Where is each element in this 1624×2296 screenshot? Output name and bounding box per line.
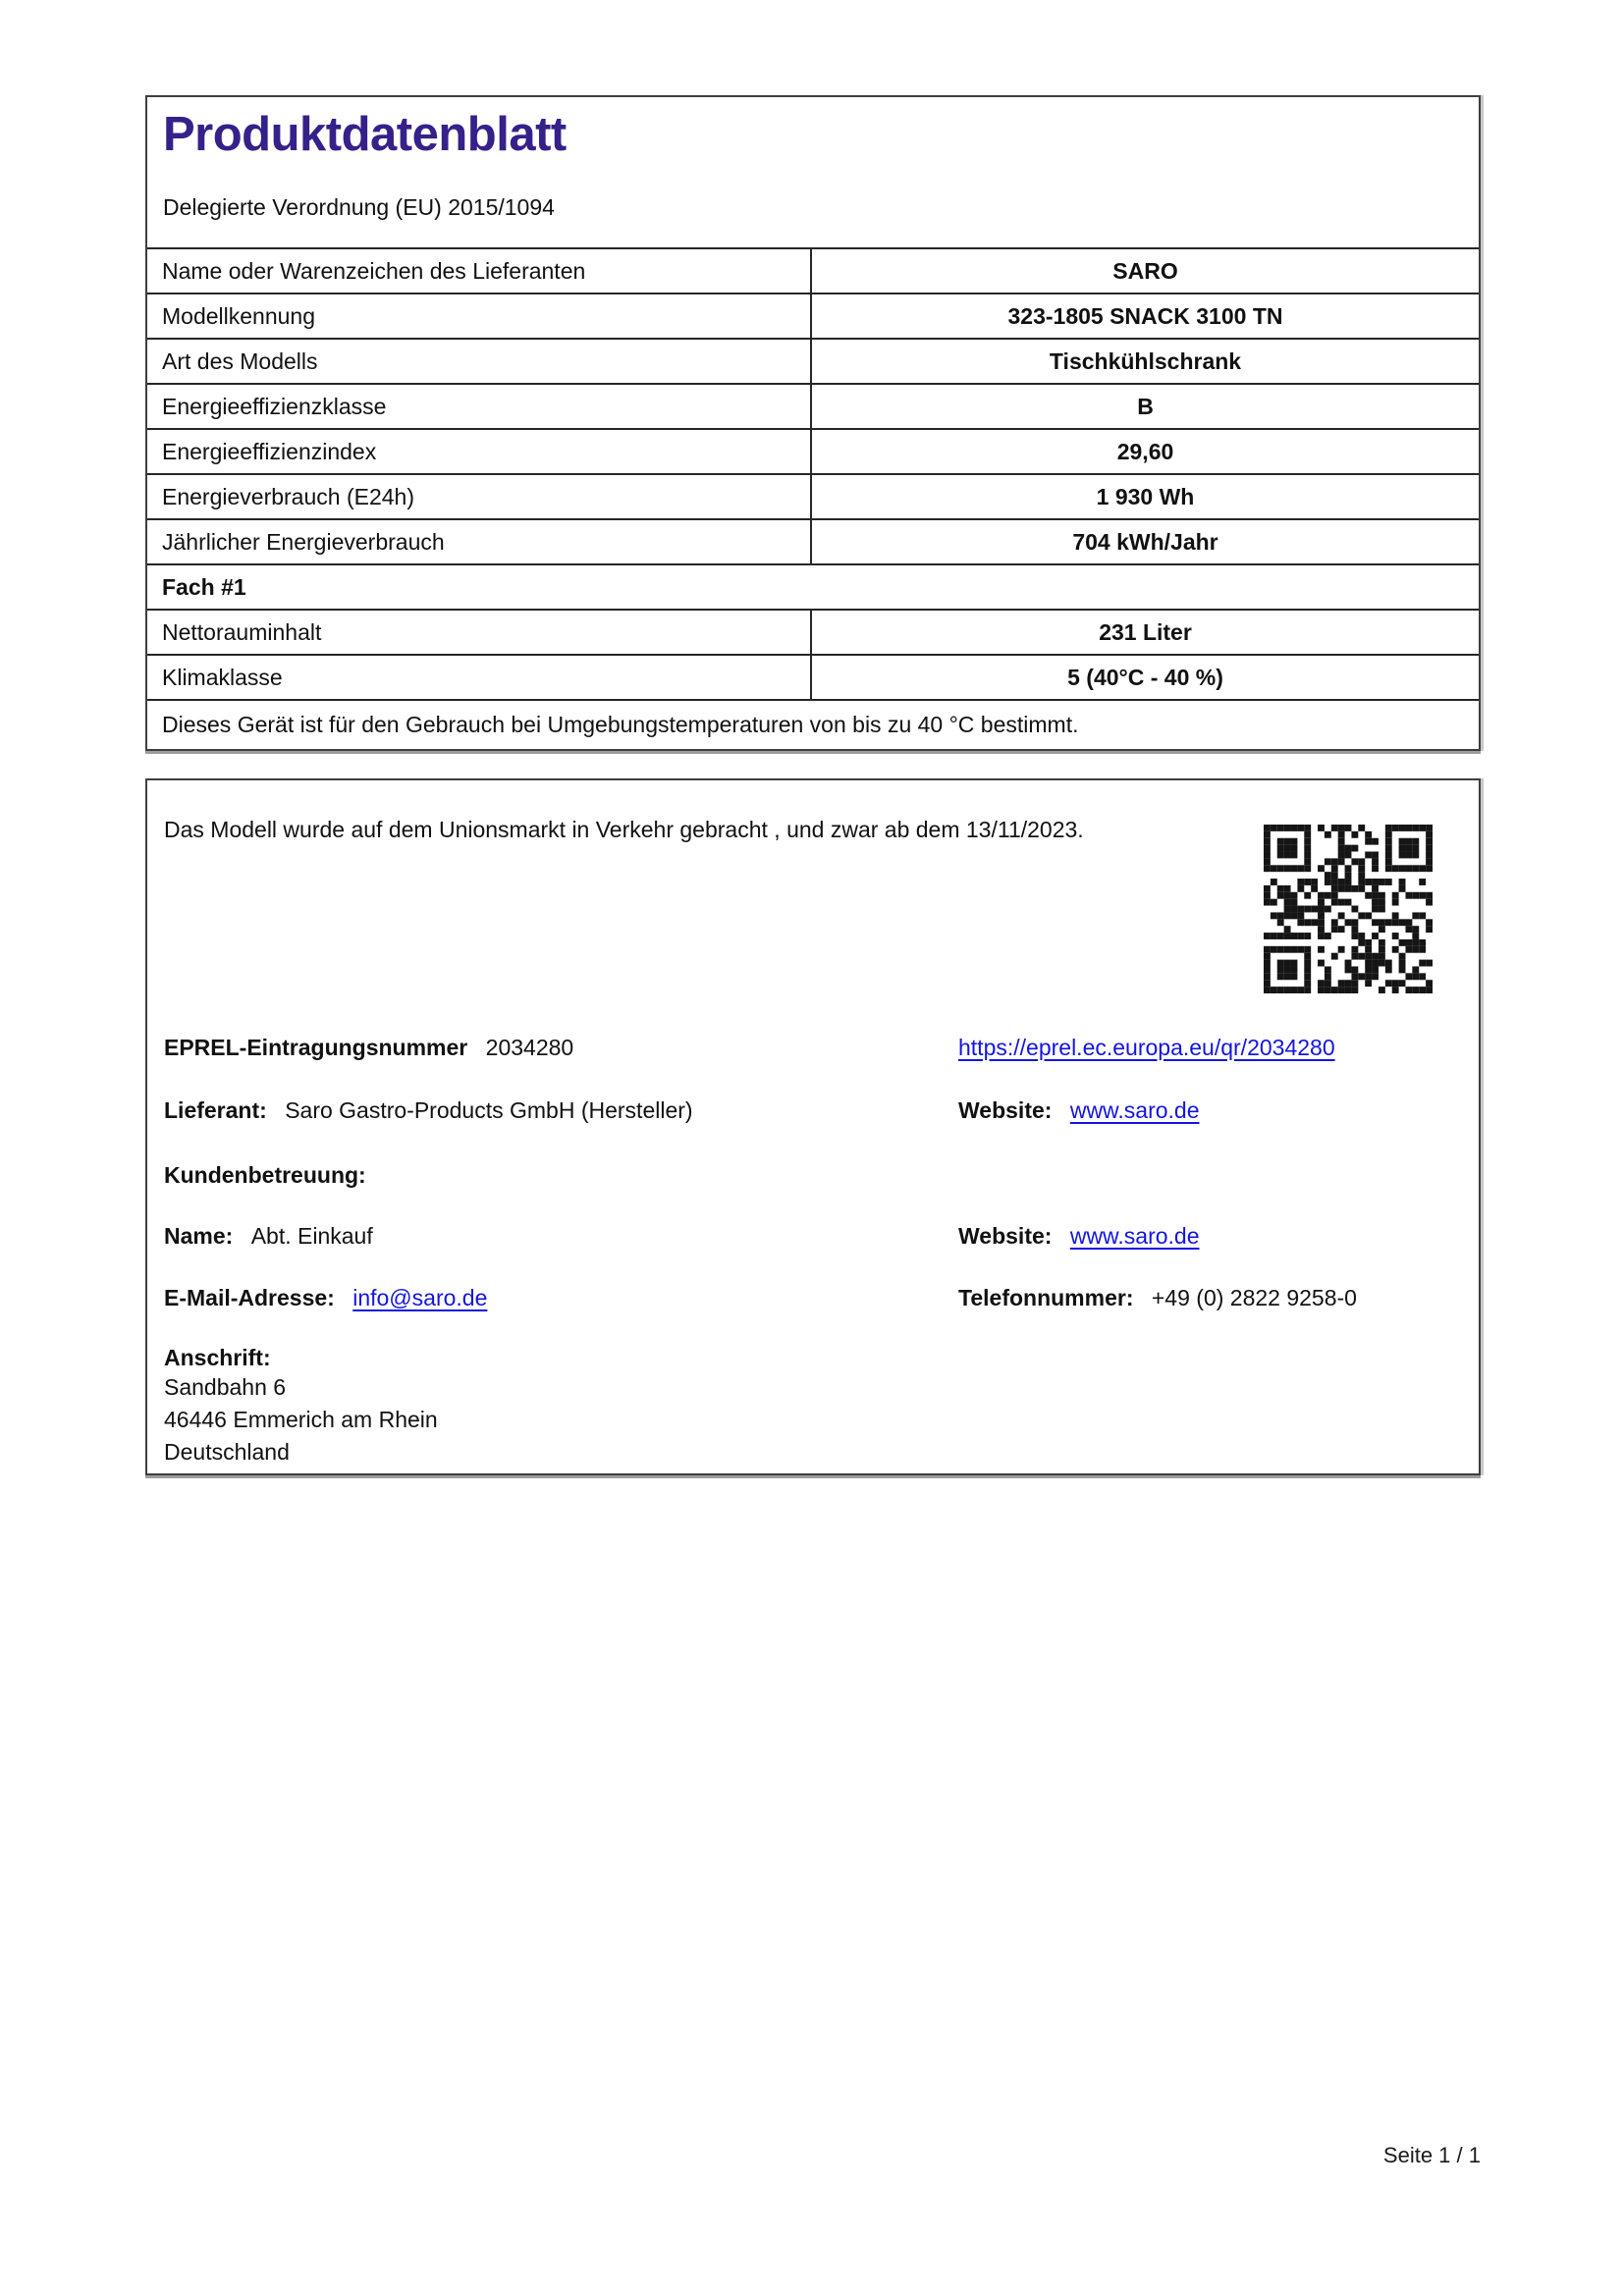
row-label: Jährlicher Energieverbrauch [147, 520, 812, 563]
market-placement-text: Das Modell wurde auf dem Unionsmarkt in Verkehr gebracht , und zwar ab dem 13/11/2023. [164, 817, 1084, 842]
row-label: Energieeffizienzklasse [147, 385, 812, 428]
table-row [147, 338, 1479, 383]
row-value: 5 (40°C - 40 %) [1067, 664, 1223, 690]
page-number: Seite 1 / 1 [1382, 2143, 1481, 2167]
contact-name-label: Name: [164, 1223, 234, 1249]
eprel-label: EPREL-Eintragungsnummer [164, 1035, 468, 1060]
table-row [147, 473, 1479, 518]
row-value: 1 930 Wh [1096, 483, 1195, 509]
section-header-row [147, 563, 1479, 609]
website-link[interactable]: www.saro.de [1069, 1097, 1200, 1123]
table-row [147, 428, 1479, 473]
supplier-name: Saro Gastro-Products GmbH (Hersteller) [285, 1097, 693, 1123]
row-label: Energieverbrauch (E24h) [147, 475, 812, 518]
table-row [147, 609, 1479, 654]
row-label: Nettorauminhalt [147, 611, 812, 654]
website-line [958, 1096, 1200, 1125]
address-line: Deutschland [164, 1439, 290, 1465]
ambient-temperature-note: Dieses Gerät ist für den Gebrauch bei Umgebungstemperaturen von bis zu 40 °C bestimmt. [162, 712, 1079, 737]
table-row [147, 518, 1479, 563]
contact-name-line [164, 1222, 373, 1251]
table-row [147, 383, 1479, 428]
row-value: 231 Liter [1099, 618, 1192, 645]
row-label: Art des Modells [147, 340, 812, 383]
ambient-temperature-note-row [147, 699, 1479, 749]
row-label: Energieeffizienzindex [147, 430, 812, 473]
website-link-2[interactable]: www.saro.de [1069, 1223, 1200, 1249]
email-label: E-Mail-Adresse: [164, 1285, 335, 1310]
phone-label: Telefonnummer: [958, 1285, 1134, 1310]
supplier-label: Lieferant: [164, 1097, 267, 1123]
table-row [147, 654, 1479, 699]
table-row [147, 247, 1479, 293]
website-line-2 [958, 1222, 1200, 1251]
row-label: Name oder Warenzeichen des Lieferanten [147, 249, 812, 293]
customer-service-heading: Kundenbetreuung: [164, 1162, 366, 1188]
address-line: 46446 Emmerich am Rhein [164, 1407, 438, 1432]
phone-number: +49 (0) 2822 9258-0 [1151, 1285, 1357, 1310]
row-label: Klimaklasse [147, 656, 812, 699]
address-heading: Anschrift: [164, 1345, 271, 1370]
eprel-number-line [164, 1034, 573, 1062]
supplier-line [164, 1096, 693, 1125]
supplier-info-box [145, 778, 1481, 1475]
address-line: Sandbahn 6 [164, 1374, 287, 1400]
email-link[interactable]: info@saro.de [352, 1285, 488, 1310]
row-value: 704 kWh/Jahr [1072, 528, 1218, 555]
section-header: Fach #1 [162, 573, 246, 600]
row-label: Modellkennung [147, 294, 812, 338]
website-label-2: Website: [958, 1223, 1053, 1249]
eprel-link-line [958, 1034, 1335, 1062]
eprel-number: 2034280 [485, 1035, 574, 1060]
title-block [147, 97, 1479, 247]
row-value: SARO [1112, 257, 1178, 284]
regulation-subtitle: Delegierte Verordnung (EU) 2015/1094 [163, 194, 555, 220]
page-title: Produktdatenblatt [163, 108, 567, 161]
datasheet-box [145, 95, 1481, 751]
row-value: Tischkühlschrank [1049, 347, 1242, 374]
contact-name-value: Abt. Einkauf [250, 1223, 373, 1249]
row-value: 323-1805 SNACK 3100 TN [1007, 302, 1283, 329]
email-line [164, 1284, 487, 1312]
website-label: Website: [958, 1097, 1053, 1123]
qr-code-icon [1264, 825, 1433, 993]
phone-line [958, 1284, 1357, 1312]
row-value: 29,60 [1116, 438, 1174, 464]
eprel-link[interactable]: https://eprel.ec.europa.eu/qr/2034280 [958, 1035, 1335, 1060]
row-value: B [1137, 393, 1154, 419]
table-row [147, 293, 1479, 338]
